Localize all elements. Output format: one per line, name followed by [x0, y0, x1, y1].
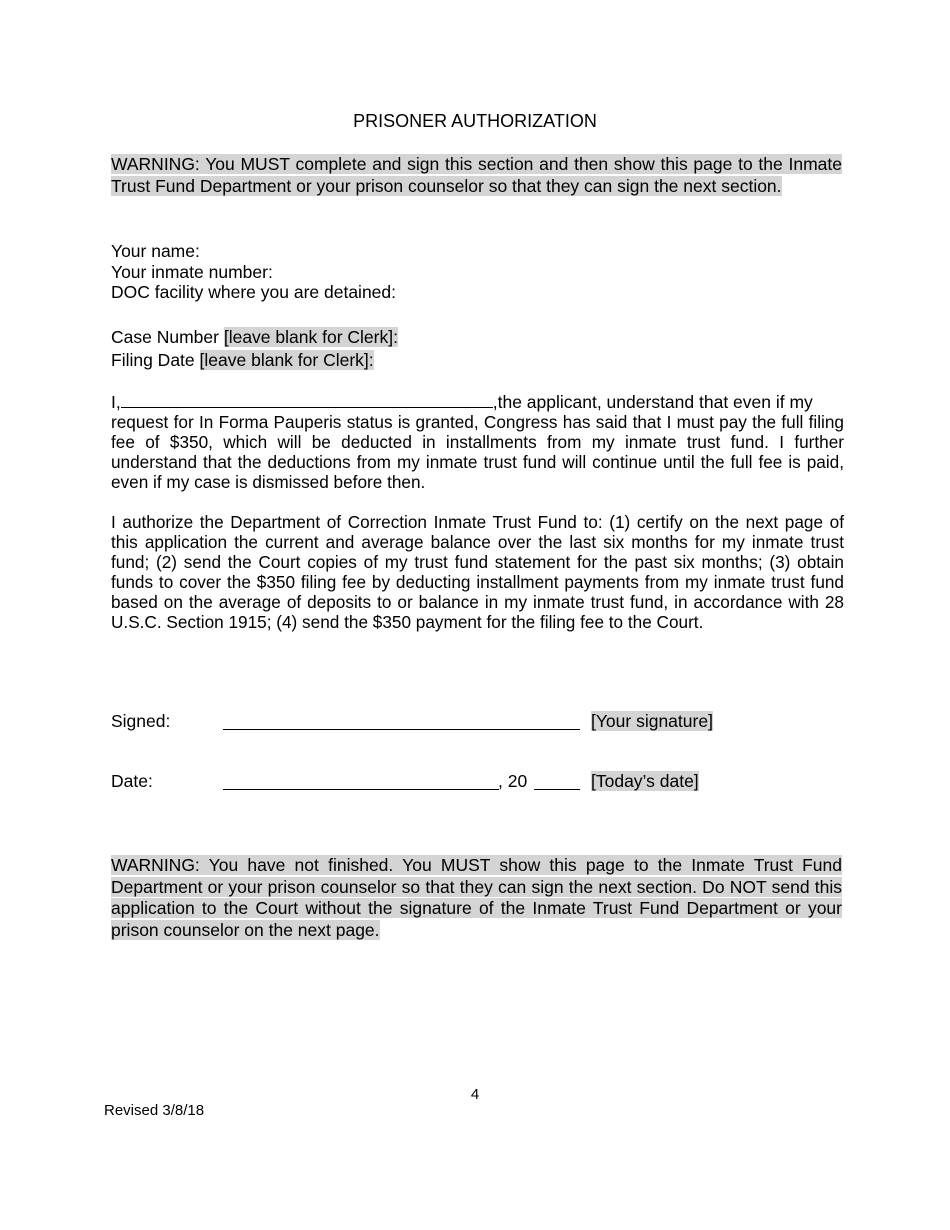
your-name-label: Your name: [111, 241, 200, 261]
page-title: PRISONER AUTHORIZATION [353, 111, 597, 131]
warning-top [111, 154, 842, 197]
case-number-row [111, 326, 398, 348]
signature-line[interactable] [223, 729, 580, 730]
warning-bottom-text: WARNING: You have not finished. You MUST show this page to the Inmate Trust Fund Department or your prison counselor so that they can sign the next section. Do NOT send this application to the Court without the signature of the Inmate Trust Fund Department or your prison counselor on the next page. [111, 855, 842, 940]
case-number-label: Case Number [111, 327, 219, 347]
filing-date-note: [leave blank for Clerk]: [199, 350, 374, 370]
year-line[interactable] [534, 789, 580, 790]
applicant-name-blank[interactable] [121, 391, 493, 408]
case-number-note: [leave blank for Clerk]: [223, 327, 398, 347]
signature-hint-wrap [591, 710, 713, 732]
paragraph-1-body: request for In Forma Pauperis status is granted, Congress has said that I must pay the full filing fee of $350, which will be deducted in installments from my inmate trust fund. I further understand that the deductions from my inmate trust fund will continue until the full fee is paid, even if my case is dismissed before then. [111, 412, 844, 492]
warning-top-text: WARNING: You MUST complete and sign this section and then show this page to the Inmate Trust Fund Department or your prison counselor so that they can sign the next section. [111, 154, 842, 196]
revision-note: Revised 3/8/18 [104, 1102, 205, 1119]
facility-label: DOC facility where you are detained: [111, 282, 396, 302]
applicant-prefix: I, [111, 392, 121, 412]
signature-hint: [Your signature] [591, 711, 713, 731]
date-hint: [Today’s date] [591, 771, 699, 791]
warning-bottom [111, 855, 842, 941]
year-prefix: , 20 [498, 771, 528, 791]
signed-label: Signed: [111, 711, 171, 731]
date-line[interactable] [223, 789, 499, 790]
inmate-number-label: Your inmate number: [111, 262, 273, 282]
paragraph-2: I authorize the Department of Correction Inmate Trust Fund to: (1) certify on the next page of this application the current and average balance over the last six months for my inmate trust fund; (2) send the Court copies of my trust fund statement for the past six months; (3) obtain funds to cover the $350 filing fee by deducting installment payments from my inmate trust fund based on the average of deposits to or balance in my inmate trust fund, in accordance with 28 U.S.C. Section 1915; (4) send the $350 payment for the filing fee to the Court. [111, 512, 844, 632]
applicant-line [111, 391, 813, 412]
page-number: 4 [470, 1086, 480, 1103]
date-label: Date: [111, 771, 153, 791]
filing-date-label: Filing Date [111, 350, 195, 370]
filing-date-row [111, 349, 374, 371]
applicant-line-rest: ,the applicant, understand that even if my [492, 392, 813, 412]
date-hint-wrap [591, 770, 699, 792]
